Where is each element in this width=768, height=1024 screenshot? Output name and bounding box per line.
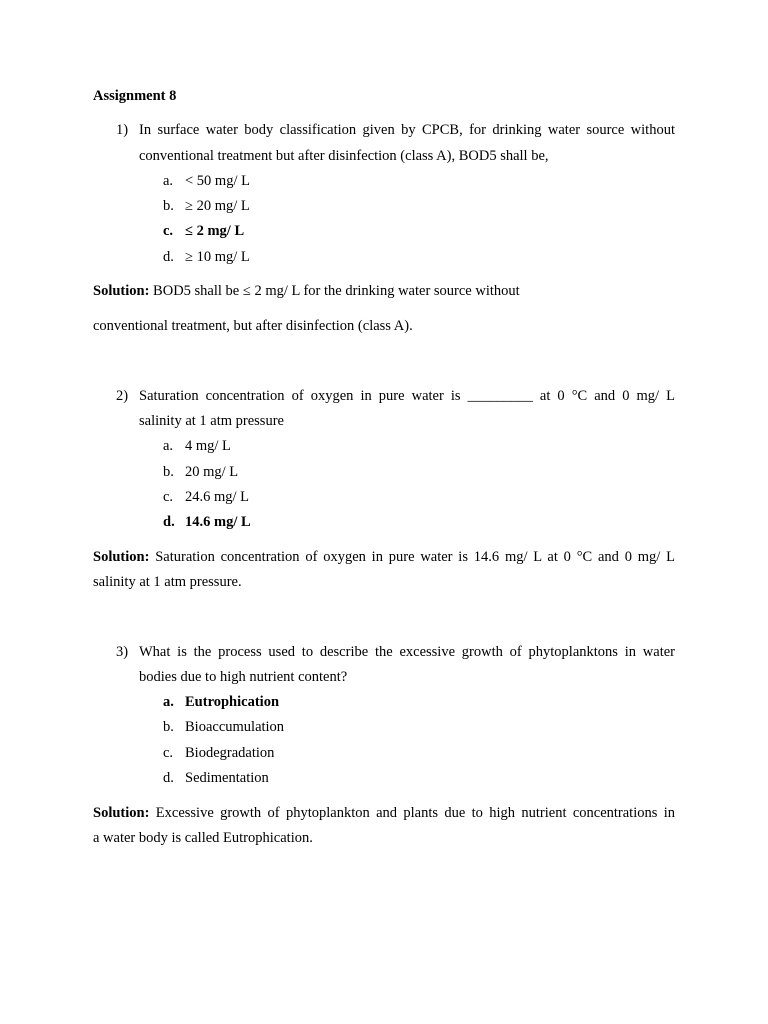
option-letter-correct: d. xyxy=(163,514,175,530)
option-text-correct: Eutrophication xyxy=(185,694,280,710)
option-text: 4 mg/ L xyxy=(185,438,231,454)
question-text-line: salinity at 1 atm pressure xyxy=(139,413,284,429)
solution-label: Solution: xyxy=(93,283,150,299)
option-letter: c. xyxy=(163,745,174,761)
option-text: ≥ 10 mg/ L xyxy=(185,249,250,265)
option-text: < 50 mg/ L xyxy=(185,173,250,189)
question-number: 1) xyxy=(116,122,129,138)
option-text: Bioaccumulation xyxy=(185,719,285,735)
solution-text: Excessive growth of phytoplankton and plants due to high nutrient concentrations in xyxy=(155,805,676,821)
question-number: 2) xyxy=(116,388,129,404)
option-letter: d. xyxy=(163,249,174,265)
option-letter: a. xyxy=(163,438,174,454)
page-title: Assignment 8 xyxy=(93,88,177,104)
solution-text-line: conventional treatment, but after disinfection (class A). xyxy=(93,318,413,334)
question-text-line: In surface water body classification given by CPCB, for drinking water source without xyxy=(139,122,675,138)
option-letter: a. xyxy=(163,173,174,189)
option-text: Biodegradation xyxy=(185,745,275,761)
option-text-correct: ≤ 2 mg/ L xyxy=(185,223,245,239)
question-text-line: Saturation concentration of oxygen in pure water is _________ at 0 °C and 0 mg/ L xyxy=(139,388,675,404)
option-letter: b. xyxy=(163,719,174,735)
solution-text-line: salinity at 1 atm pressure. xyxy=(93,574,242,590)
option-text: 20 mg/ L xyxy=(185,464,239,480)
option-letter: b. xyxy=(163,198,174,214)
question-text-line: conventional treatment but after disinfection (class A), BOD5 shall be, xyxy=(139,148,549,164)
option-letter-correct: a. xyxy=(163,694,174,710)
option-letter: b. xyxy=(163,464,174,480)
option-letter: d. xyxy=(163,770,174,786)
question-text-line: bodies due to high nutrient content? xyxy=(139,669,348,685)
question-number: 3) xyxy=(116,644,129,660)
solution-text-line: a water body is called Eutrophication. xyxy=(93,830,313,846)
option-letter-correct: c. xyxy=(163,223,174,239)
solution-label: Solution: xyxy=(93,549,150,565)
solution-text: BOD5 shall be ≤ 2 mg/ L for the drinking water source without xyxy=(153,283,520,299)
option-text-correct: 14.6 mg/ L xyxy=(185,514,251,530)
solution-line xyxy=(93,549,675,566)
solution-text: Saturation concentration of oxygen in pure water is 14.6 mg/ L at 0 °C and 0 mg/ L xyxy=(155,549,675,565)
solution-line xyxy=(93,283,520,300)
option-text: Sedimentation xyxy=(185,770,269,786)
option-letter: c. xyxy=(163,489,174,505)
question-text-line: What is the process used to describe the excessive growth of phytoplanktons in water xyxy=(139,644,675,660)
option-text: ≥ 20 mg/ L xyxy=(185,198,250,214)
option-text: 24.6 mg/ L xyxy=(185,489,250,505)
solution-label: Solution: xyxy=(93,805,150,821)
solution-line xyxy=(93,805,675,822)
